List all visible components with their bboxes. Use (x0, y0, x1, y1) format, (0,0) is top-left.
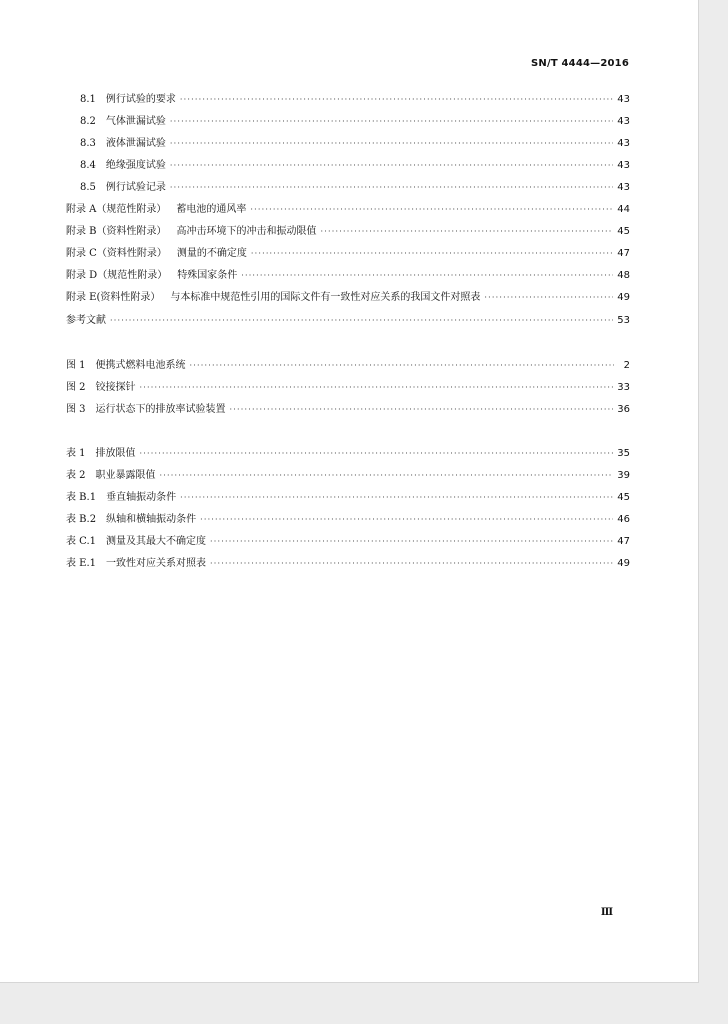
toc-entry-8-4[interactable] (66, 156, 630, 176)
toc-entry-appendix-a[interactable] (66, 200, 630, 220)
toc-entry-page: 47 (617, 248, 630, 259)
toc-entry-page: 35 (617, 448, 630, 459)
toc-entry-table-c1[interactable] (66, 532, 630, 552)
dot-leader (210, 532, 613, 552)
toc-entry-table-b2[interactable] (66, 510, 630, 530)
toc-entry-table-2[interactable] (66, 466, 630, 486)
toc-entry-page: 49 (617, 292, 630, 303)
dot-leader (190, 356, 614, 376)
toc-entry-8-1[interactable] (66, 90, 630, 110)
toc-entry-number: 附录 A（规范性附录） (66, 204, 167, 215)
dot-leader (250, 200, 613, 220)
standard-number: SN/T 4444—2016 (531, 58, 629, 69)
toc-entry-page: 45 (617, 492, 630, 503)
toc-entry-title: 铰接探针 (95, 382, 136, 393)
dot-leader (170, 156, 613, 176)
dot-leader (180, 90, 613, 110)
toc-entry-page: 48 (617, 270, 630, 281)
toc-entry-number: 附录 C（资料性附录） (66, 248, 167, 259)
toc-entry-page: 39 (617, 470, 630, 481)
toc-entry-number: 8.4 (80, 160, 96, 171)
toc-entry-title: 特殊国家条件 (177, 270, 238, 281)
toc-entry-title: 测量及其最大不确定度 (106, 536, 207, 547)
toc-entry-number: 附录 D（规范性附录） (66, 270, 168, 281)
page-number-roman: Ⅲ (600, 907, 613, 918)
toc-entry-page: 45 (617, 226, 630, 237)
dot-leader (170, 112, 613, 132)
toc-entry-number: 图 1 (66, 360, 86, 371)
dot-leader (160, 466, 614, 486)
toc-entry-title: 蓄电池的通风率 (176, 204, 247, 215)
toc-entry-number: 表 B.1 (66, 492, 97, 503)
toc-entry-title: 例行试验的要求 (105, 94, 176, 105)
toc-entry-title: 参考文献 (66, 315, 106, 326)
toc-entry-number: 8.2 (80, 116, 96, 127)
toc-entry-number: 附录 E(资料性附录） (66, 292, 161, 303)
toc-entry-title: 排放限值 (95, 448, 136, 459)
toc-entry-appendix-e[interactable] (66, 288, 630, 308)
toc-entry-table-b1[interactable] (66, 488, 630, 508)
toc-entry-title: 测量的不确定度 (176, 248, 247, 259)
toc-entry-number: 表 C.1 (66, 536, 97, 547)
toc-entry-title: 垂直轴振动条件 (106, 492, 177, 503)
toc-entry-page: 43 (617, 138, 630, 149)
toc-entry-title: 职业暴露限值 (95, 470, 156, 481)
dot-leader (200, 510, 613, 530)
toc-entry-table-1[interactable] (66, 444, 630, 464)
toc-entry-page: 53 (617, 315, 630, 326)
toc-entry-appendix-b[interactable] (66, 222, 630, 242)
toc-entry-number: 图 3 (66, 404, 86, 415)
toc-entry-page: 43 (617, 116, 630, 127)
toc-entry-title: 与本标准中规范性引用的国际文件有一致性对应关系的我国文件对照表 (170, 292, 481, 303)
toc-entry-8-2[interactable] (66, 112, 630, 132)
toc-entry-8-5[interactable] (66, 178, 630, 198)
dot-leader (230, 400, 614, 420)
toc-entry-title: 例行试验记录 (105, 182, 166, 193)
toc-entry-table-e1[interactable] (66, 554, 630, 574)
dot-leader (210, 554, 613, 574)
dot-leader (110, 311, 613, 331)
toc-entry-page: 43 (617, 182, 630, 193)
toc-entry-page: 49 (617, 558, 630, 569)
toc-entry-title: 一致性对应关系对照表 (106, 558, 207, 569)
toc-entry-figure-1[interactable] (66, 356, 630, 376)
toc-entry-title: 运行状态下的排放率试验装置 (95, 404, 226, 415)
toc-entry-number: 表 B.2 (66, 514, 97, 525)
toc-entry-page: 2 (623, 360, 630, 371)
dot-leader (170, 134, 613, 154)
dot-leader (180, 488, 613, 508)
dot-leader (170, 178, 613, 198)
dot-leader (251, 244, 613, 264)
toc-entry-number: 8.1 (80, 94, 96, 105)
toc-entry-number: 8.5 (80, 182, 96, 193)
toc-entry-figure-2[interactable] (66, 378, 630, 398)
toc-entry-number: 表 1 (66, 448, 86, 459)
toc-entry-number: 附录 B（资料性附录） (66, 226, 167, 237)
dot-leader (241, 266, 613, 286)
toc-entry-figure-3[interactable] (66, 400, 630, 420)
toc-entry-title: 液体泄漏试验 (105, 138, 166, 149)
toc-entry-number: 8.3 (80, 138, 96, 149)
toc-entry-page: 47 (617, 536, 630, 547)
dot-leader (321, 222, 614, 242)
toc-entry-appendix-c[interactable] (66, 244, 630, 264)
toc-entry-number: 表 E.1 (66, 558, 97, 569)
toc-entry-page: 43 (617, 160, 630, 171)
toc-entry-page: 33 (617, 382, 630, 393)
toc-entry-page: 44 (617, 204, 630, 215)
dot-leader (140, 378, 614, 398)
toc-entry-number: 图 2 (66, 382, 86, 393)
toc-entry-page: 36 (617, 404, 630, 415)
toc-entry-title: 纵轴和横轴振动条件 (106, 514, 197, 525)
toc-entry-8-3[interactable] (66, 134, 630, 154)
toc-entry-title: 高冲击环境下的冲击和振动限值 (176, 226, 317, 237)
toc-entry-title: 气体泄漏试验 (105, 116, 166, 127)
toc-entry-page: 43 (617, 94, 630, 105)
dot-leader (484, 288, 613, 308)
dot-leader (140, 444, 614, 464)
toc-entry-title: 便携式燃料电池系统 (95, 360, 186, 371)
toc-entry-references[interactable] (66, 311, 630, 331)
toc-entry-number: 表 2 (66, 470, 86, 481)
toc-entry-page: 46 (617, 514, 630, 525)
toc-entry-appendix-d[interactable] (66, 266, 630, 286)
toc-entry-title: 绝缘强度试验 (105, 160, 166, 171)
